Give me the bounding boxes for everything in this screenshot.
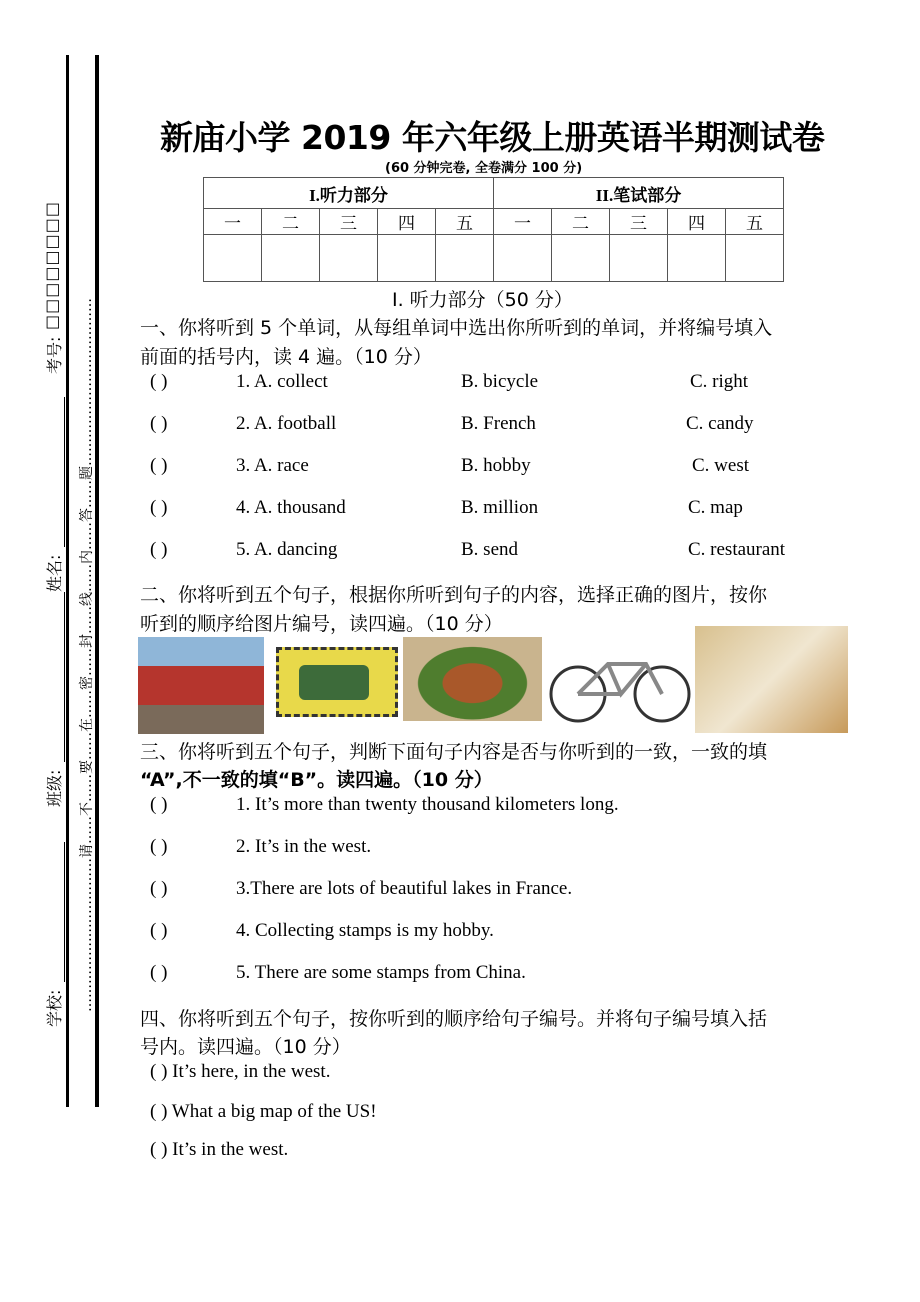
- statement: 4. Collecting stamps is my hobby.: [236, 920, 494, 941]
- answer-paren[interactable]: ( ): [150, 878, 168, 899]
- class-label: 班级:: [45, 769, 64, 807]
- statement: 1. It’s more than twenty thousand kilometers long.: [236, 794, 619, 815]
- statement: 5. There are some stamps from China.: [236, 962, 526, 983]
- school-field[interactable]: [64, 842, 65, 982]
- score-table: [203, 177, 784, 282]
- school-label: 学校:: [45, 989, 64, 1027]
- option-c: C. right: [690, 371, 749, 392]
- score-cell[interactable]: [262, 235, 320, 282]
- seal-line-text: ……………………………请……不……要……在……密……封……线……内……答……题………………………………: [79, 298, 95, 1012]
- s4-title-2: 号内。读四遍。（10 分）: [140, 1036, 351, 1058]
- score-col: 二: [552, 209, 610, 235]
- score-cell[interactable]: [320, 235, 378, 282]
- picture-letters: [695, 626, 848, 733]
- picture-stamp: [276, 647, 398, 717]
- sentence-item[interactable]: ( ) It’s in the west.: [150, 1139, 289, 1160]
- score-cell[interactable]: [610, 235, 668, 282]
- statement: 3.There are lots of beautiful lakes in France.: [236, 878, 573, 899]
- score-col: 四: [378, 209, 436, 235]
- picture-bicycle: [546, 642, 694, 726]
- name-label: 姓名:: [45, 554, 64, 592]
- part1-title: I. 听力部分（50 分）: [392, 289, 573, 311]
- option-a: 4. A. thousand: [236, 497, 346, 518]
- answer-paren[interactable]: ( ): [150, 962, 168, 983]
- answer-paren[interactable]: ( ): [150, 836, 168, 857]
- exam-no-boxes[interactable]: □□□□□□□□: [42, 201, 61, 330]
- picture-tiananmen: [138, 637, 264, 734]
- name-field[interactable]: [64, 397, 65, 547]
- option-a: 3. A. race: [236, 455, 309, 476]
- s1-title-2: 前面的括号内，读 4 遍。（10 分）: [140, 346, 432, 368]
- score-col: 二: [262, 209, 320, 235]
- s3-title-1: 三、你将听到五个句子，判断下面句子内容是否与你听到的一致，一致的填: [140, 741, 768, 763]
- answer-paren[interactable]: ( ): [150, 371, 168, 392]
- score-cell[interactable]: [204, 235, 262, 282]
- option-b: B. hobby: [461, 455, 531, 476]
- answer-paren[interactable]: ( ): [150, 539, 168, 560]
- score-cell[interactable]: [494, 235, 552, 282]
- option-c: C. restaurant: [688, 539, 786, 560]
- binding-margin: [40, 52, 100, 1112]
- s2-title-2: 听到的顺序给图片编号，读四遍。（10 分）: [140, 613, 503, 635]
- score-part2-header: II.笔试部分: [494, 178, 784, 209]
- option-b: B. bicycle: [461, 371, 539, 392]
- exam-no-label: 考号:: [45, 336, 64, 374]
- answer-paren[interactable]: ( ): [150, 413, 168, 434]
- s3-title-2: “A”,不一致的填“B”。读四遍。（10 分）: [140, 769, 493, 791]
- score-col: 一: [204, 209, 262, 235]
- option-b: B. send: [461, 539, 518, 560]
- score-part1-header: I.听力部分: [204, 178, 494, 209]
- answer-paren[interactable]: ( ): [150, 497, 168, 518]
- answer-paren[interactable]: ( ): [150, 455, 168, 476]
- score-cell[interactable]: [726, 235, 784, 282]
- score-cell[interactable]: [668, 235, 726, 282]
- score-col: 五: [726, 209, 784, 235]
- score-cell[interactable]: [552, 235, 610, 282]
- option-c: C. west: [692, 455, 749, 476]
- statement: 2. It’s in the west.: [236, 836, 372, 857]
- class-field[interactable]: [64, 592, 65, 762]
- score-col: 三: [610, 209, 668, 235]
- s4-title-1: 四、你将听到五个句子，按你听到的顺序给句子编号。并将句子编号填入括: [140, 1008, 768, 1030]
- subtitle: (60 分钟完卷, 全卷满分 100 分): [385, 161, 583, 176]
- sentence-item[interactable]: ( ) What a big map of the US!: [150, 1101, 377, 1122]
- sentence-item[interactable]: ( ) It’s here, in the west.: [150, 1061, 331, 1082]
- score-col: 四: [668, 209, 726, 235]
- answer-paren[interactable]: ( ): [150, 794, 168, 815]
- option-a: 5. A. dancing: [236, 539, 338, 560]
- option-c: C. candy: [686, 413, 754, 434]
- option-c: C. map: [688, 497, 743, 518]
- s2-title-1: 二、你将听到五个句子，根据你所听到句子的内容，选择正确的图片，按你: [140, 584, 768, 606]
- answer-paren[interactable]: ( ): [150, 920, 168, 941]
- score-col: 五: [436, 209, 494, 235]
- option-a: 1. A. collect: [236, 371, 328, 392]
- s1-title-1: 一、你将听到 5 个单词，从每组单词中选出你所听到的单词，并将编号填入: [140, 317, 773, 339]
- score-cell[interactable]: [436, 235, 494, 282]
- score-cell[interactable]: [378, 235, 436, 282]
- option-b: B. million: [461, 497, 539, 518]
- option-b: B. French: [461, 413, 536, 434]
- option-a: 2. A. football: [236, 413, 337, 434]
- score-col: 一: [494, 209, 552, 235]
- picture-roast-turkey: [403, 637, 542, 721]
- score-col: 三: [320, 209, 378, 235]
- page-title: 新庙小学 2019 年六年级上册英语半期测试卷: [160, 118, 825, 157]
